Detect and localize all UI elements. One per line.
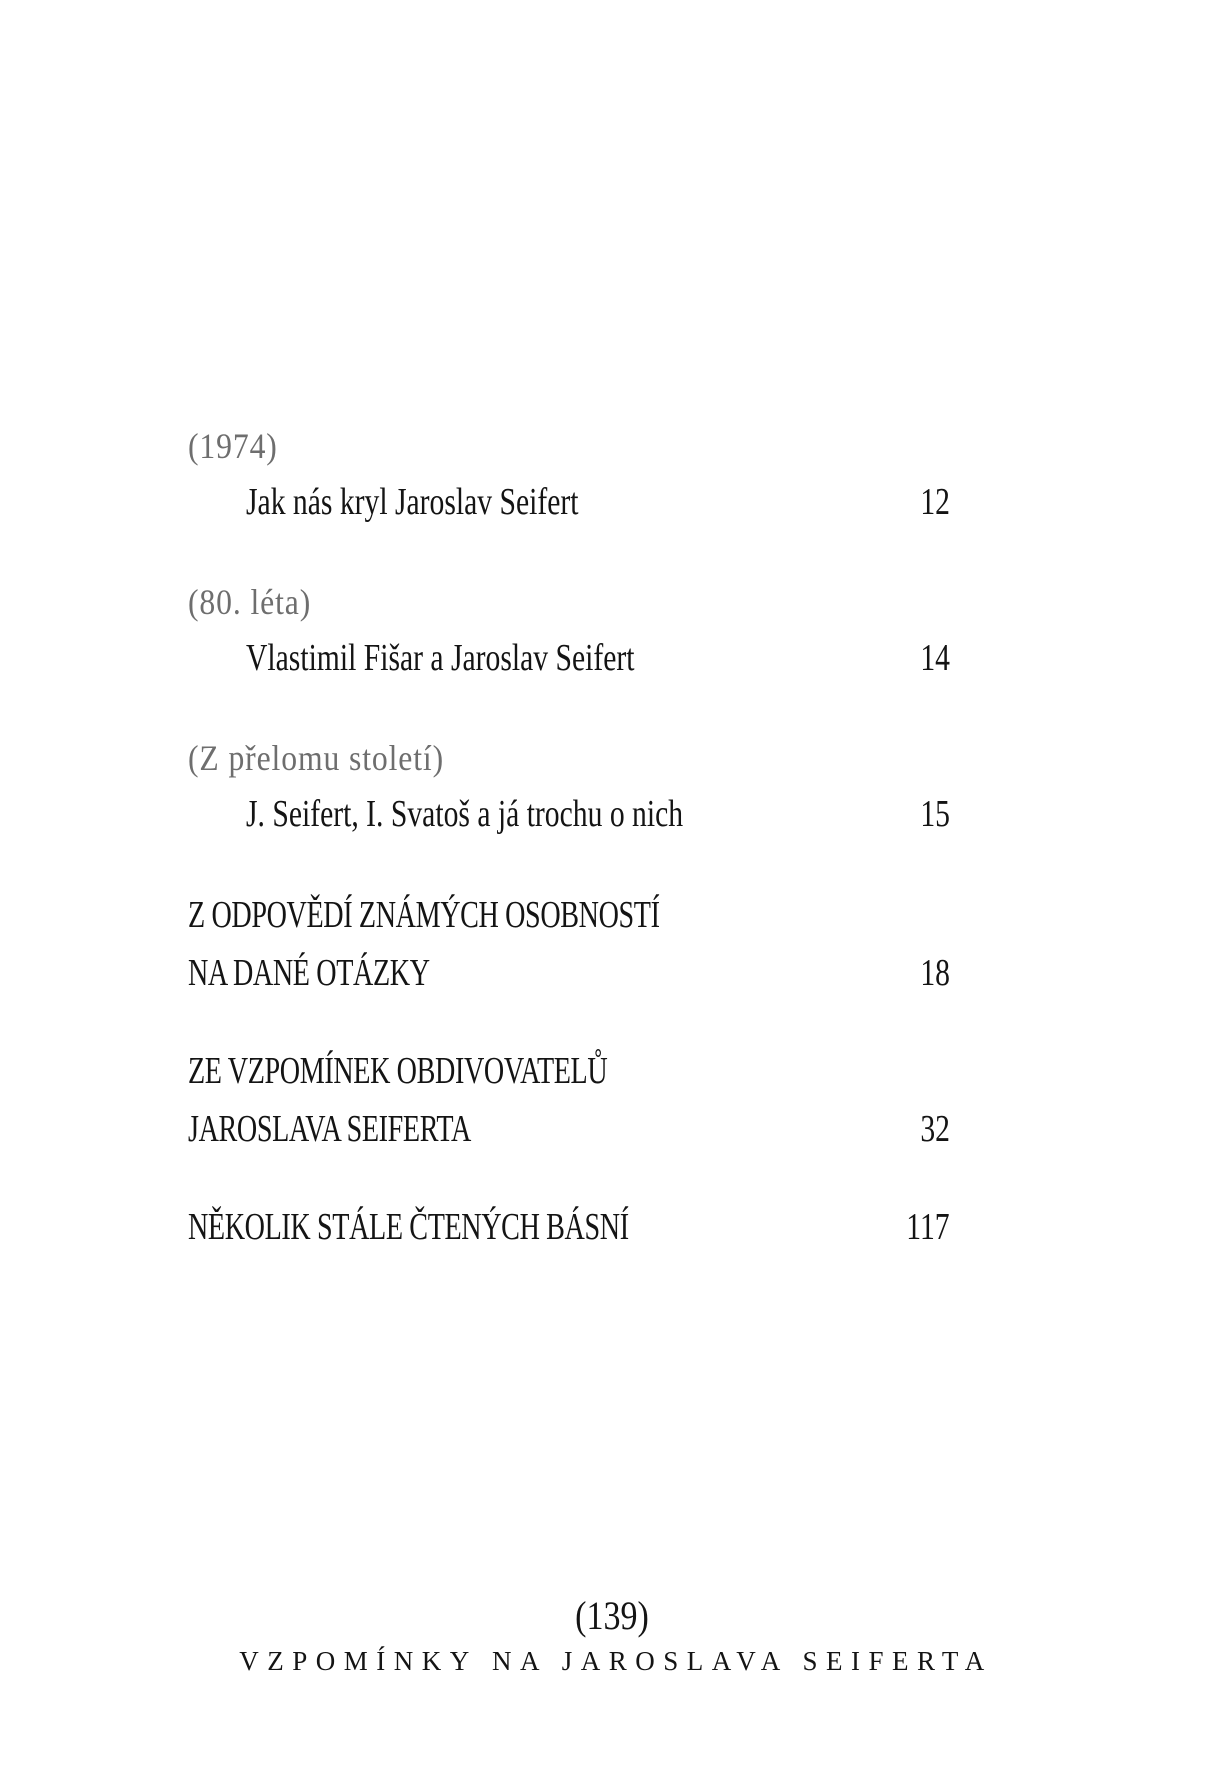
toc-section-heading-line: NĚKOLIK STÁLE ČTENÝCH BÁSNÍ xyxy=(188,1206,629,1248)
page-number: (139) xyxy=(575,1593,649,1638)
toc-section-heading-line: JAROSLAVA SEIFERTA xyxy=(188,1108,471,1150)
toc-entry xyxy=(188,574,950,686)
toc-entry-row xyxy=(188,786,950,842)
toc-entry-page-number: 12 xyxy=(920,481,950,523)
toc-entry xyxy=(188,418,950,530)
toc-section-row xyxy=(188,944,950,1002)
toc-section-heading-line: Z ODPOVĚDÍ ZNÁMÝCH OSOBNOSTÍ xyxy=(188,894,660,936)
toc-section-row xyxy=(188,1100,950,1158)
toc-section-page-number: 117 xyxy=(906,1206,950,1248)
toc-entry-date: (80. léta) xyxy=(188,582,312,622)
toc-section-page-number: 32 xyxy=(920,1108,950,1150)
toc-section-heading-line: NA DANÉ OTÁZKY xyxy=(188,952,430,994)
toc-entry-title: Jak nás kryl Jaroslav Seifert xyxy=(246,481,579,523)
toc-section-page-number: 18 xyxy=(920,952,950,994)
toc-entry-title: Vlastimil Fišar a Jaroslav Seifert xyxy=(246,637,635,679)
toc-section-heading-line: ZE VZPOMÍNEK OBDIVOVATELŮ xyxy=(188,1050,608,1092)
table-of-contents xyxy=(188,418,950,1296)
toc-section xyxy=(188,1042,950,1158)
toc-entry-date: (1974) xyxy=(188,426,278,466)
toc-section xyxy=(188,1198,950,1256)
toc-entry-title: J. Seifert, I. Svatoš a já trochu o nich xyxy=(246,793,684,835)
toc-entry-row xyxy=(188,474,950,530)
toc-entry-row xyxy=(188,630,950,686)
toc-entry-date: (Z přelomu století) xyxy=(188,738,445,778)
toc-section-row xyxy=(188,1198,950,1256)
toc-entry-page-number: 15 xyxy=(920,793,950,835)
running-title: VZPOMÍNKY NA JAROSLAVA SEIFERTA xyxy=(239,1646,993,1676)
toc-section xyxy=(188,886,950,1002)
toc-entry-page-number: 14 xyxy=(920,637,950,679)
toc-entry xyxy=(188,730,950,842)
